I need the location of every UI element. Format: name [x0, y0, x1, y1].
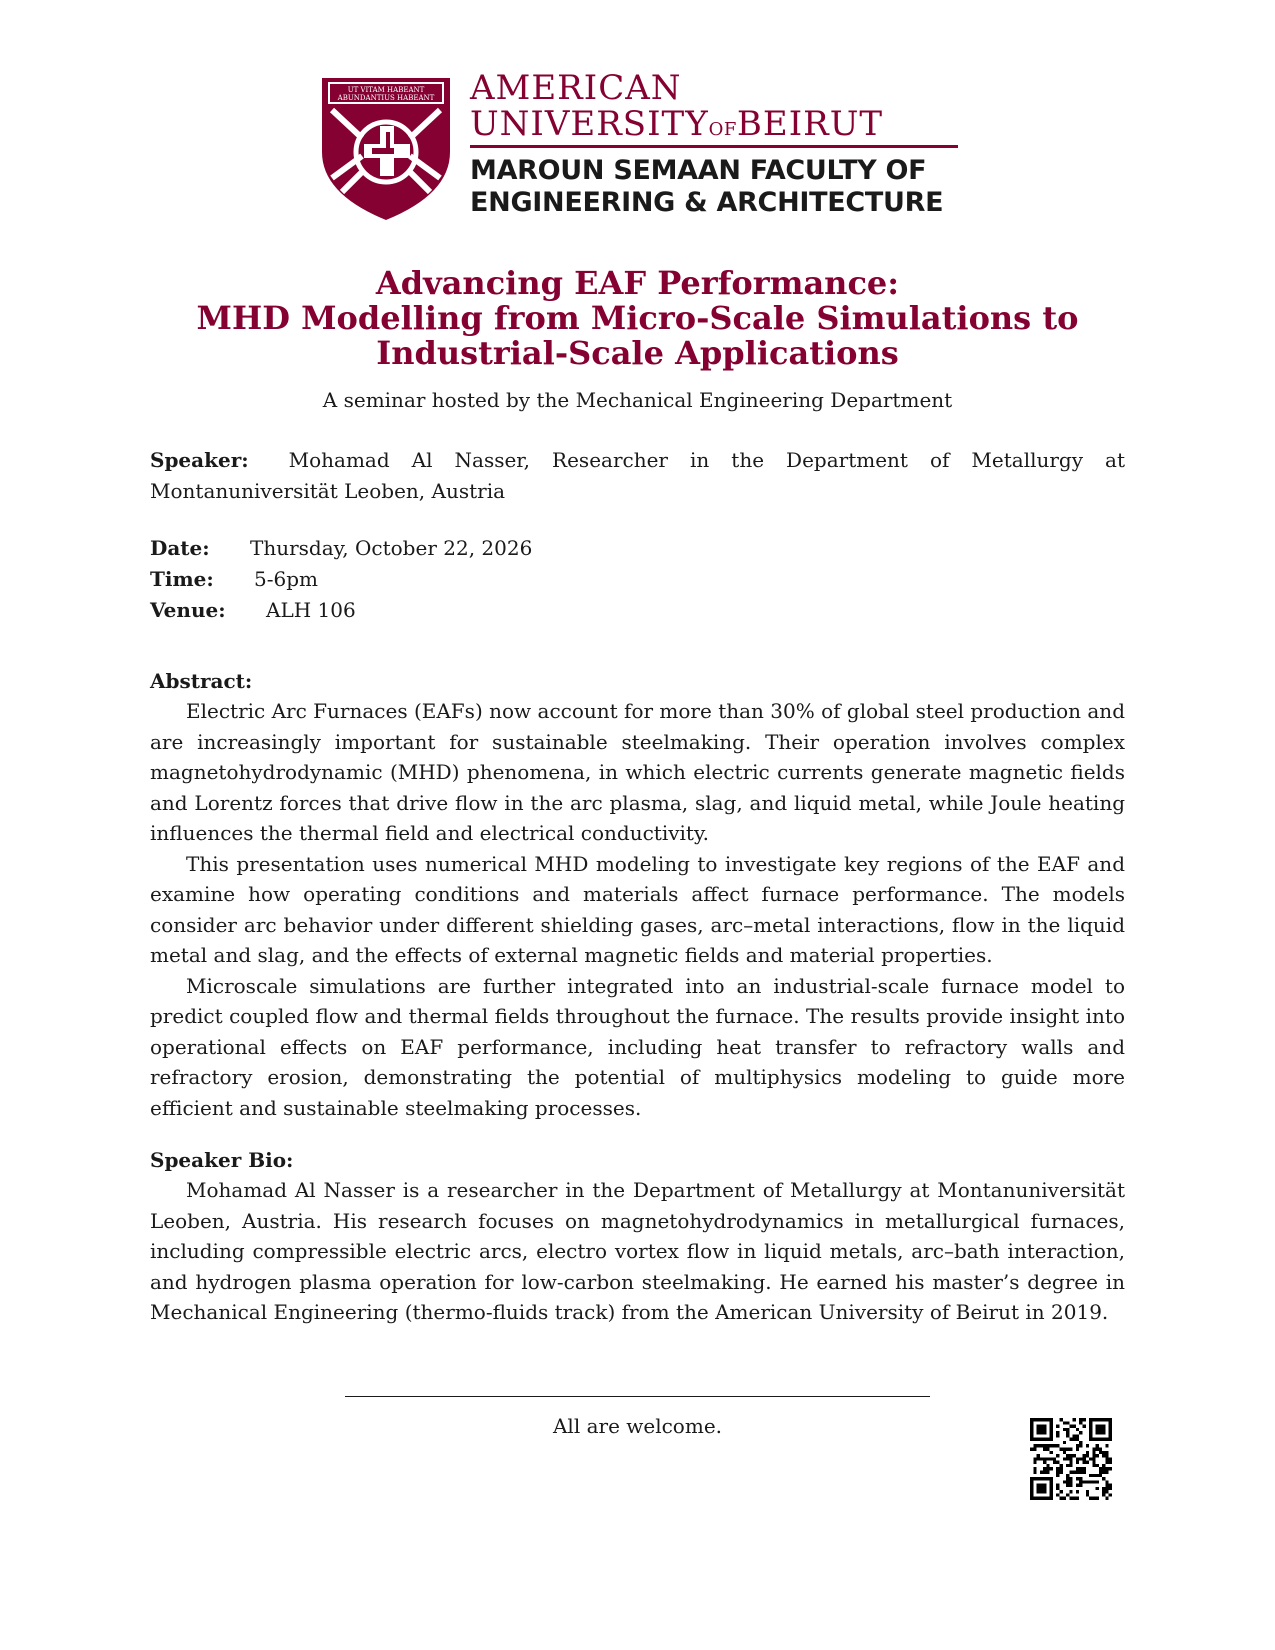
- footer-divider: [345, 1396, 930, 1397]
- header-logo-block: [318, 70, 958, 230]
- date-label: Date:: [150, 536, 210, 560]
- venue-value: ALH 106: [266, 598, 356, 622]
- faculty-line1: MAROUN SEMAAN FACULTY OF: [470, 155, 927, 186]
- university-of: OF: [708, 119, 737, 140]
- date-value: Thursday, October 22, 2026: [250, 536, 533, 560]
- speaker-line: [150, 445, 1125, 506]
- bio-heading: Speaker Bio:: [150, 1148, 294, 1172]
- time-row: [150, 564, 1125, 595]
- event-details: [150, 533, 1125, 626]
- speaker-value: Mohamad Al Nasser, Researcher in the Department of Metallurgy at Montanuniversität Leoben, Austria: [150, 448, 1126, 503]
- university-beirut: BEIRUT: [736, 104, 884, 144]
- crest-motto-line1: UT VITAM HABEANT: [347, 86, 425, 94]
- welcome-text: All are welcome.: [552, 1414, 723, 1438]
- crest-motto-line2: ABUNDANTIUS HABEANT: [337, 94, 435, 102]
- abstract-paragraph-2: This presentation uses numerical MHD modeling to investigate key regions of the EAF and examine how operating conditions and materials affect furnace performance. The models consider arc behavior under different shielding gases, arc–metal interactions, flow in the liquid metal and slag, and the effects of external magnetic fields and material properties.: [150, 851, 1125, 967]
- qr-code-icon: [1030, 1418, 1112, 1500]
- seminar-title: [100, 266, 1175, 371]
- university-line1: AMERICAN: [470, 68, 682, 108]
- time-label: Time:: [150, 567, 214, 591]
- title-line1: Advancing EAF Performance:: [375, 264, 900, 302]
- seminar-subtitle: A seminar hosted by the Mechanical Engineering Department: [322, 388, 953, 412]
- abstract-paragraph-3: Microscale simulations are further integrated into an industrial-scale furnace model to predict coupled flow and thermal fields throughout the furnace. The results provide insight into operational effects on EAF performance, including heat transfer to refractory walls and refractory erosion, demonstrating the potential of multiphysics modeling to guide more efficient and sustainable steelmaking processes.: [150, 973, 1125, 1120]
- faculty-name: [470, 155, 990, 219]
- title-line3: Industrial-Scale Applications: [376, 334, 899, 372]
- venue-row: [150, 595, 1125, 626]
- time-value: 5-6pm: [254, 567, 318, 591]
- university-name: [470, 70, 970, 148]
- aub-crest-icon: [318, 74, 454, 224]
- bio-paragraph: Mohamad Al Nasser is a researcher in the Department of Metallurgy at Montanuniversität Leoben, Austria. His research focuses on magnetohydrodynamics in metallurgical furnaces, including compressible electric arcs, electro vortex flow in liquid metals, arc–bath interaction, and hydrogen plasma operation for low-carbon steelmaking. He earned his master’s degree in Mechanical Engineering (thermo-fluids track) from the American University of Beirut in 2019.: [150, 1178, 1125, 1324]
- title-line2: MHD Modelling from Micro-Scale Simulations to: [196, 299, 1079, 337]
- university-word: UNIVERSITY: [470, 104, 709, 144]
- venue-label: Venue:: [150, 598, 226, 622]
- faculty-line2: ENGINEERING & ARCHITECTURE: [470, 187, 944, 218]
- university-line2: [470, 106, 970, 148]
- speaker-label: Speaker:: [150, 448, 249, 472]
- abstract-heading: Abstract:: [150, 669, 253, 693]
- abstract-paragraph-1: Electric Arc Furnaces (EAFs) now account for more than 30% of global steel production and are increasingly important for sustainable steelmaking. Their operation involves complex magnetohydrodynamic (MHD) phenomena, in which electric currents generate magnetic fields and Lorentz forces that drive flow in the arc plasma, slag, and liquid metal, while Joule heating influences the thermal field and electrical conductivity.: [150, 699, 1125, 845]
- header-divider: [470, 145, 958, 148]
- date-row: [150, 533, 1125, 564]
- bio-section: [150, 1145, 1125, 1328]
- abstract-section: [150, 666, 1125, 1123]
